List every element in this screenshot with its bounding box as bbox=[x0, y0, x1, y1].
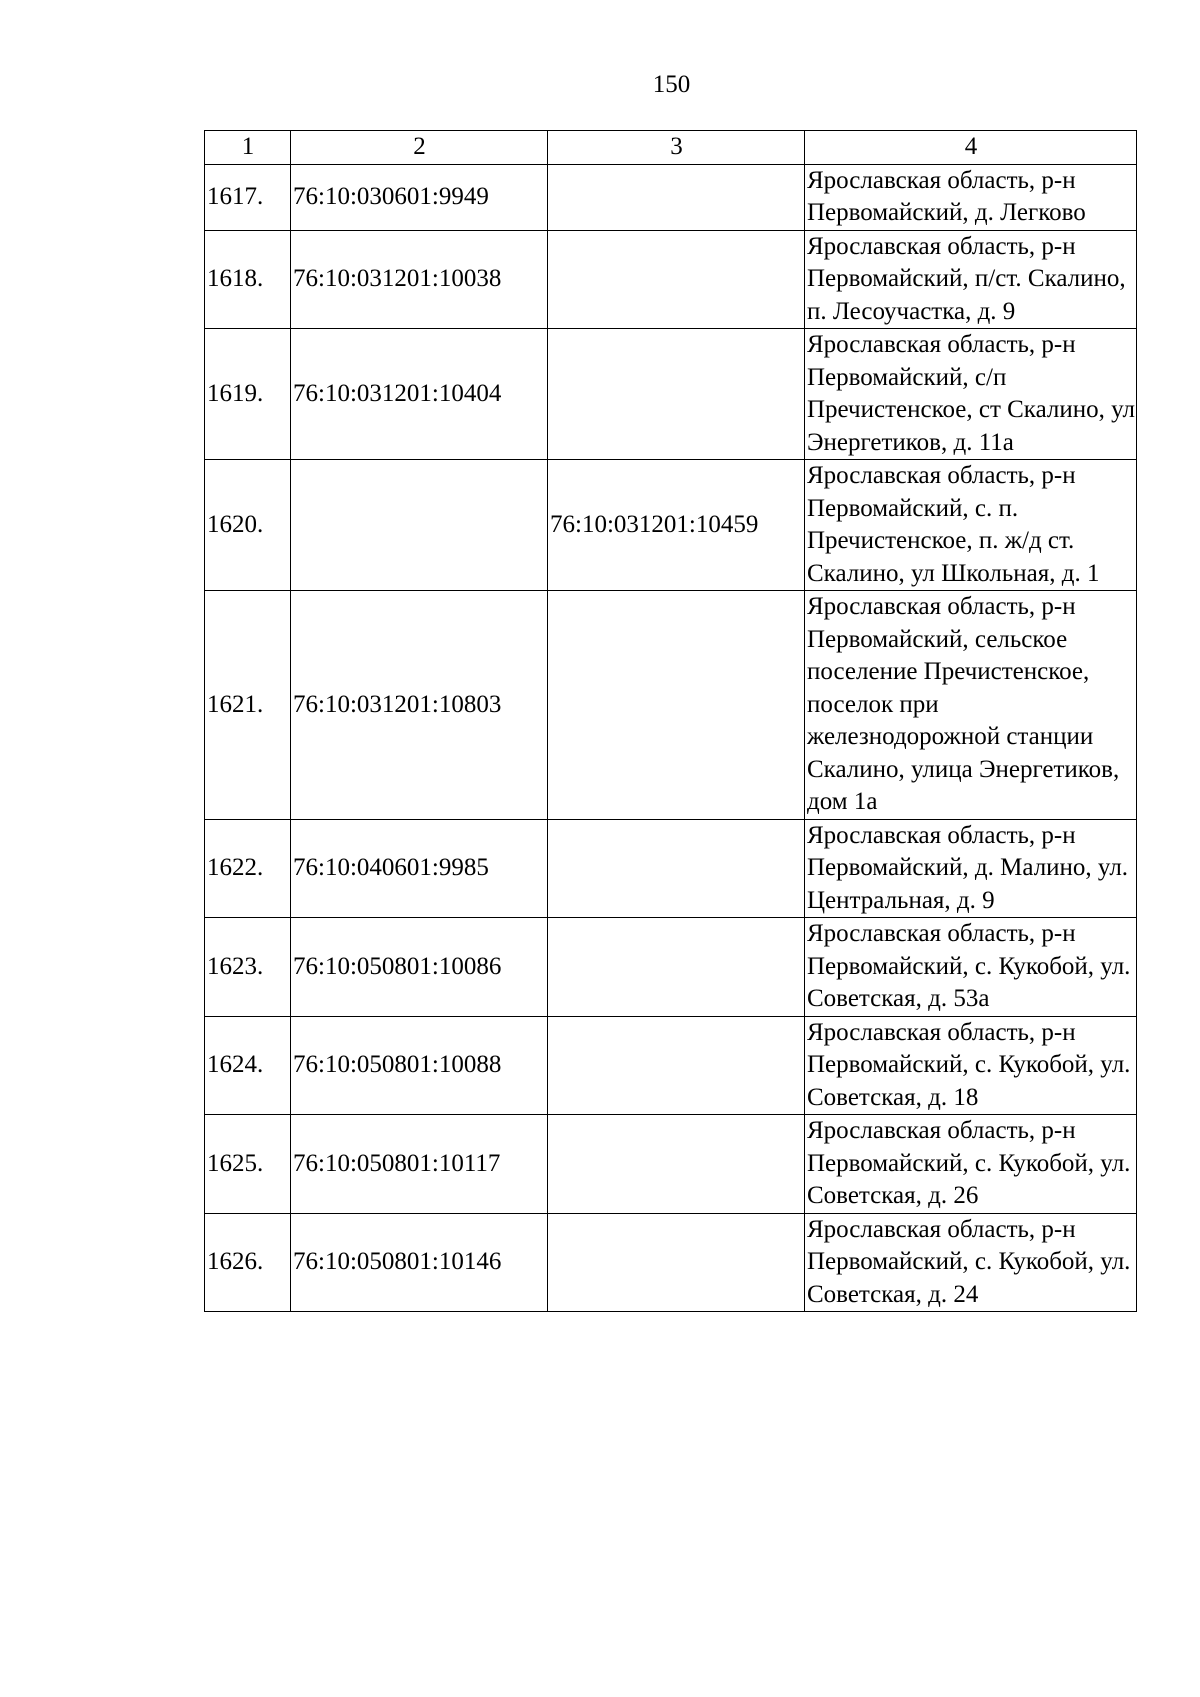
cadastral-number-col3 bbox=[548, 918, 805, 1017]
address: Ярославская область, р-н Первомайский, д. Малино, ул. Центральная, д. 9 bbox=[805, 819, 1137, 918]
address: Ярославская область, р-н Первомайский, с. Кукобой, ул. Советская, д. 18 bbox=[805, 1016, 1137, 1115]
table-header-row bbox=[205, 131, 1137, 165]
cadastral-number: 76:10:030601:9949 bbox=[291, 164, 548, 230]
address: Ярославская область, р-н Первомайский, с. Кукобой, ул. Советская, д. 24 bbox=[805, 1213, 1137, 1312]
row-number: 1617. bbox=[205, 164, 291, 230]
address: Ярославская область, р-н Первомайский, п/ст. Скалино, п. Лесоучастка, д. 9 bbox=[805, 230, 1137, 329]
address: Ярославская область, р-н Первомайский, с/п Пречистенское, ст Скалино, ул Энергетиков, д. 11а bbox=[805, 329, 1137, 460]
cadastral-number: 76:10:031201:10803 bbox=[291, 591, 548, 820]
table-row bbox=[205, 1115, 1137, 1214]
column-header-3: 3 bbox=[548, 131, 805, 165]
page-number: 150 bbox=[652, 71, 691, 98]
address: Ярославская область, р-н Первомайский, сельское поселение Пречистенское, поселок при железнодорожной станции Скалино, улица Энергетиков, дом 1а bbox=[805, 591, 1137, 820]
row-number: 1620. bbox=[205, 460, 291, 591]
table-row bbox=[205, 230, 1137, 329]
cadastral-number: 76:10:031201:10038 bbox=[291, 230, 548, 329]
row-number: 1618. bbox=[205, 230, 291, 329]
cadastral-number: 76:10:050801:10086 bbox=[291, 918, 548, 1017]
row-number: 1626. bbox=[205, 1213, 291, 1312]
cadastral-number bbox=[291, 460, 548, 591]
table-row bbox=[205, 329, 1137, 460]
cadastral-number-col3 bbox=[548, 1213, 805, 1312]
cadastral-number-col3: 76:10:031201:10459 bbox=[548, 460, 805, 591]
cadastral-number: 76:10:050801:10146 bbox=[291, 1213, 548, 1312]
row-number: 1621. bbox=[205, 591, 291, 820]
row-number: 1622. bbox=[205, 819, 291, 918]
column-header-2: 2 bbox=[291, 131, 548, 165]
table-row bbox=[205, 460, 1137, 591]
table-row bbox=[205, 591, 1137, 820]
cadastral-number: 76:10:031201:10404 bbox=[291, 329, 548, 460]
cadastral-number-col3 bbox=[548, 591, 805, 820]
cadastral-number: 76:10:040601:9985 bbox=[291, 819, 548, 918]
column-header-1: 1 bbox=[205, 131, 291, 165]
cadastral-number-col3 bbox=[548, 1115, 805, 1214]
address: Ярославская область, р-н Первомайский, с. п. Пречистенское, п. ж/д ст. Скалино, ул Школьная, д. 1 bbox=[805, 460, 1137, 591]
cadastral-number-col3 bbox=[548, 819, 805, 918]
cadastral-number-col3 bbox=[548, 1016, 805, 1115]
address: Ярославская область, р-н Первомайский, д. Легково bbox=[805, 164, 1137, 230]
table-row bbox=[205, 164, 1137, 230]
column-header-4: 4 bbox=[805, 131, 1137, 165]
row-number: 1623. bbox=[205, 918, 291, 1017]
cadastral-number: 76:10:050801:10117 bbox=[291, 1115, 548, 1214]
cadastral-number-col3 bbox=[548, 329, 805, 460]
table-row bbox=[205, 1213, 1137, 1312]
table-row bbox=[205, 819, 1137, 918]
row-number: 1619. bbox=[205, 329, 291, 460]
table-row bbox=[205, 1016, 1137, 1115]
row-number: 1624. bbox=[205, 1016, 291, 1115]
address: Ярославская область, р-н Первомайский, с. Кукобой, ул. Советская, д. 26 bbox=[805, 1115, 1137, 1214]
table-row bbox=[205, 918, 1137, 1017]
cadastral-number-col3 bbox=[548, 230, 805, 329]
address: Ярославская область, р-н Первомайский, с. Кукобой, ул. Советская, д. 53а bbox=[805, 918, 1137, 1017]
row-number: 1625. bbox=[205, 1115, 291, 1214]
cadastral-number: 76:10:050801:10088 bbox=[291, 1016, 548, 1115]
registry-table bbox=[204, 130, 1137, 1312]
cadastral-number-col3 bbox=[548, 164, 805, 230]
